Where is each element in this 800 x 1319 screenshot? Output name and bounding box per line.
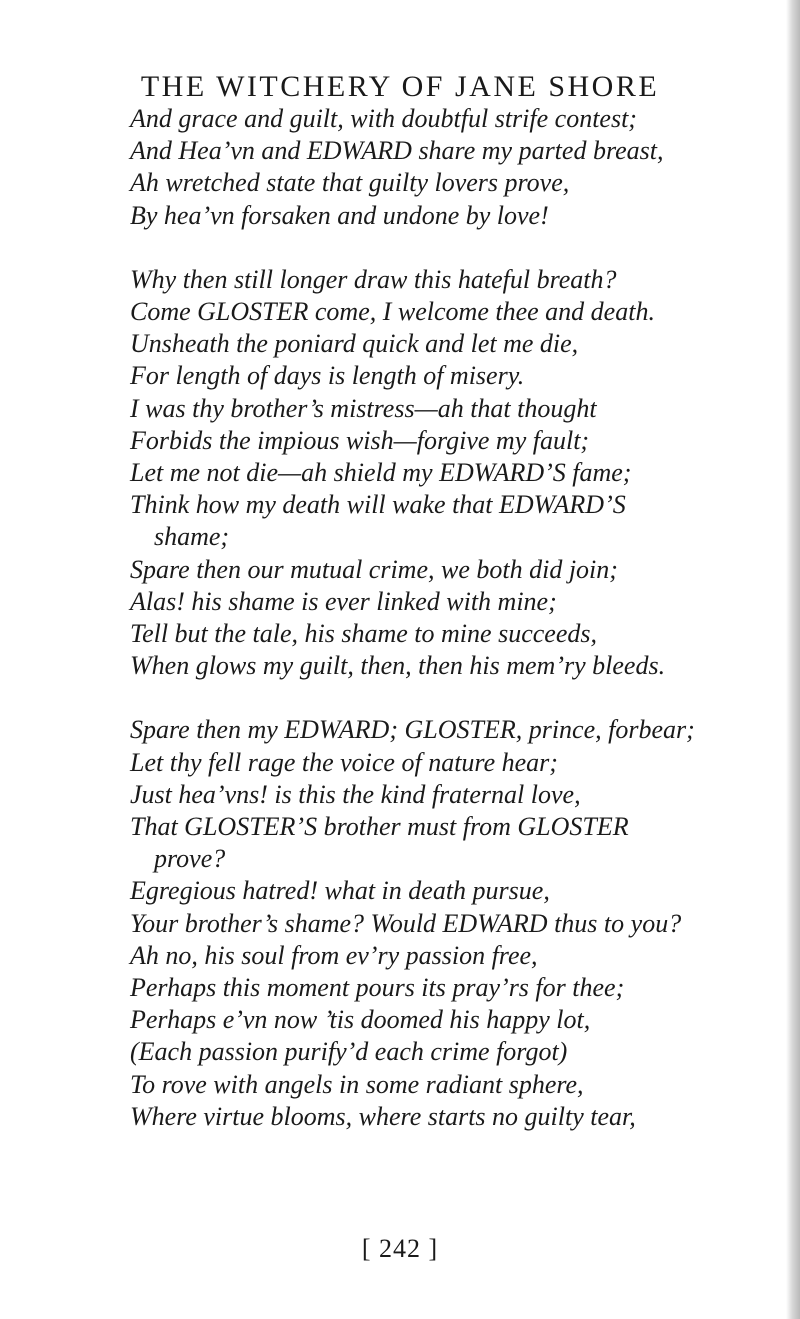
verse-line: When glows my guilt, then, then his mem’ry bleeds. [130,651,666,681]
stanza [130,714,770,1133]
verse-line: Perhaps e’vn now ’tis doomed his happy lot, [130,1005,591,1035]
page-number: [ 242 ] [361,1234,439,1263]
verse-line: Why then still longer draw this hateful breath? [130,264,617,294]
verse-line: Spare then my EDWARD; GLOSTER, prince, forbear; [130,715,695,745]
verse-line: Perhaps this moment pours its pray’rs for thee; [130,973,625,1003]
verse-line: Think how my death will wake that EDWARD’S [130,490,626,520]
stanza-break [130,682,770,714]
verse-line: I was thy brother’s mistress—ah that thought [130,393,597,423]
verse-line: That GLOSTER’S brother must from GLOSTER [130,812,629,842]
verse-line: (Each passion purify’d each crime forgot) [130,1037,568,1067]
stanza-break [130,232,770,264]
stanza [130,264,770,683]
verse-line: Spare then our mutual crime, we both did join; [130,554,618,584]
stanza [130,103,770,232]
verse-line: Egregious hatred! what in death pursue, [130,876,550,906]
verse-line: Forbids the impious wish—forgive my fault; [130,425,590,455]
verse-line-turnover: prove? [154,844,226,874]
verse-line: Ah no, his soul from ev’ry passion free, [130,940,538,970]
verse-line: Where virtue blooms, where starts no guilty tear, [130,1101,636,1131]
poem-text [130,103,770,1133]
verse-line: To rove with angels in some radiant sphere, [130,1069,584,1099]
verse-line: Tell but the tale, his shame to mine succeeds, [130,619,597,649]
verse-line: Let thy fell rage the voice of nature hear; [130,747,558,777]
running-title: THE WITCHERY OF JANE SHORE [140,70,660,103]
verse-line: And grace and guilt, with doubtful strife contest; [130,104,637,133]
verse-line: By hea’vn forsaken and undone by love! [130,200,549,230]
verse-line: Your brother’s shame? Would EDWARD thus to you? [130,908,682,938]
verse-line: Unsheath the poniard quick and let me die, [130,329,579,359]
verse-line: Ah wretched state that guilty lovers prove, [130,168,570,198]
verse-line: Alas! his shame is ever linked with mine; [130,586,557,616]
verse-line: For length of days is length of misery. [130,361,525,391]
verse-line: Come GLOSTER come, I welcome thee and death. [130,297,655,327]
verse-line: Just hea’vns! is this the kind fraternal love, [130,779,581,809]
page-edge-shadow [786,0,800,1319]
verse-line-turnover: shame; [154,522,230,552]
verse-line: And Hea’vn and EDWARD share my parted breast, [130,136,664,166]
verse-line: Let me not die—ah shield my EDWARD’S fame; [130,458,632,488]
